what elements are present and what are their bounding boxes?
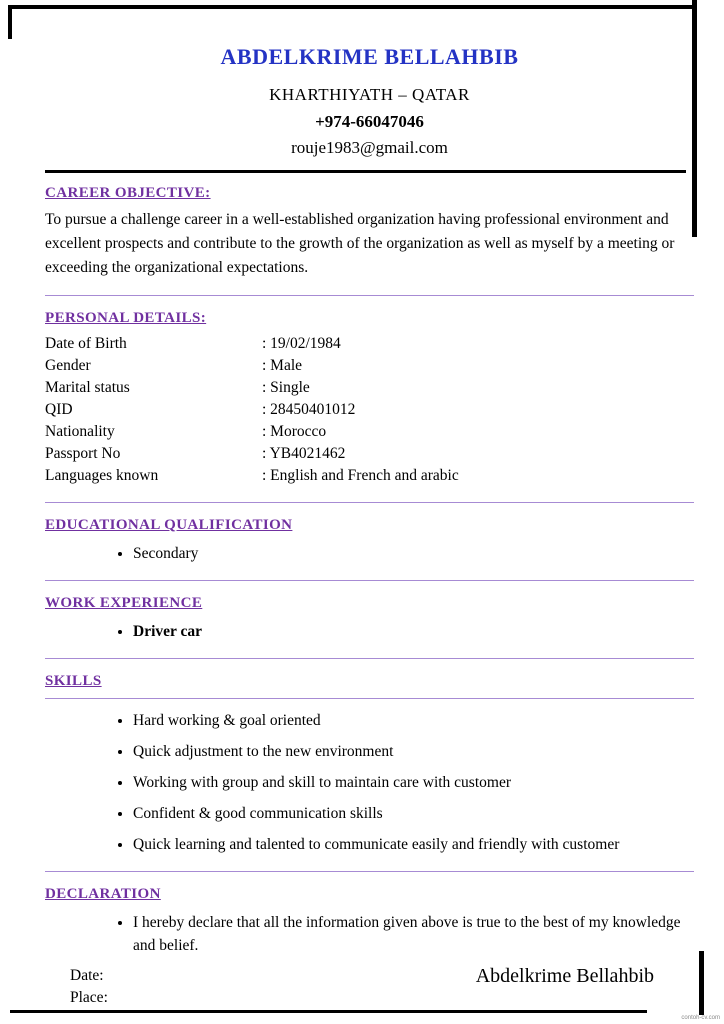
education-item: • Secondary — [133, 542, 694, 565]
detail-value: : 28450401012 — [262, 401, 356, 418]
header-rule — [45, 170, 686, 173]
section-divider — [45, 295, 694, 296]
section-personal-details — [45, 310, 694, 487]
work-experience-list — [45, 620, 694, 643]
skill-item: • Confident & good communication skills — [133, 802, 694, 825]
resume-header — [45, 44, 694, 160]
detail-value: : English and French and arabic — [262, 467, 459, 484]
detail-value: : 19/02/1984 — [262, 335, 341, 352]
section-divider — [45, 502, 694, 503]
skill-item: • Quick adjustment to the new environment — [133, 740, 694, 763]
detail-label: Nationality — [45, 423, 115, 440]
candidate-location: KHARTHIYATH – QATAR — [269, 85, 470, 104]
detail-label: Languages known — [45, 467, 159, 484]
candidate-name: ABDELKRIME BELLAHBIB — [220, 44, 519, 69]
declaration-title: DECLARATION — [45, 886, 161, 902]
work-experience-title: WORK EXPERIENCE — [45, 595, 203, 611]
detail-row — [45, 421, 694, 443]
work-experience-item: • Driver car — [133, 620, 694, 643]
section-divider — [45, 658, 694, 659]
detail-label: QID — [45, 401, 73, 418]
detail-value: : Male — [262, 357, 303, 374]
detail-value: : Morocco — [262, 423, 327, 440]
date-label: Date: — [70, 967, 104, 984]
detail-row — [45, 443, 694, 465]
date-row — [45, 963, 694, 987]
detail-label: Gender — [45, 357, 91, 374]
career-objective-title: CAREER OBJECTIVE: — [45, 185, 211, 201]
skill-item: • Working with group and skill to maintain care with customer — [133, 771, 694, 794]
section-career-objective — [45, 185, 694, 280]
candidate-phone: +974-66047046 — [315, 112, 424, 131]
place-label: Place: — [70, 989, 108, 1006]
detail-row — [45, 333, 694, 355]
candidate-email: rouje1983@gmail.com — [291, 138, 448, 157]
career-objective-text: To pursue a challenge career in a well-established organization having professional environment and excellent prospects and contribute to the growth of the organization as well as myself by a meeting or exceeding the organizational expectations. — [45, 211, 675, 276]
detail-row — [45, 355, 694, 377]
watermark-text: contoh-cv.com — [681, 1015, 720, 1021]
detail-value: : Single — [262, 379, 310, 396]
detail-label: Date of Birth — [45, 335, 127, 352]
personal-details-title: PERSONAL DETAILS: — [45, 310, 207, 326]
skills-title: SKILLS — [45, 673, 102, 689]
detail-label: Marital status — [45, 379, 130, 396]
section-divider — [45, 871, 694, 872]
education-title: EDUCATIONAL QUALIFICATION — [45, 517, 293, 533]
section-skills — [45, 673, 694, 856]
section-work-experience — [45, 595, 694, 643]
detail-row — [45, 465, 694, 487]
detail-value: : YB4021462 — [262, 445, 346, 462]
section-divider — [45, 580, 694, 581]
signature-name: Abdelkrime Bellahbib — [475, 965, 654, 987]
education-list — [45, 542, 694, 565]
skill-item: • Hard working & goal oriented — [133, 709, 694, 732]
skills-list — [45, 709, 694, 856]
detail-label: Passport No — [45, 445, 121, 462]
section-declaration — [45, 886, 694, 1009]
detail-row — [45, 399, 694, 421]
skills-rule — [45, 698, 694, 699]
section-education — [45, 517, 694, 565]
detail-row — [45, 377, 694, 399]
page-border-bottom — [10, 1010, 647, 1013]
declaration-list — [45, 911, 694, 957]
skill-item: • Quick learning and talented to communicate easily and friendly with customer — [133, 833, 694, 856]
declaration-statement: • I hereby declare that all the information given above is true to the best of my knowledge and belief. — [133, 911, 694, 957]
